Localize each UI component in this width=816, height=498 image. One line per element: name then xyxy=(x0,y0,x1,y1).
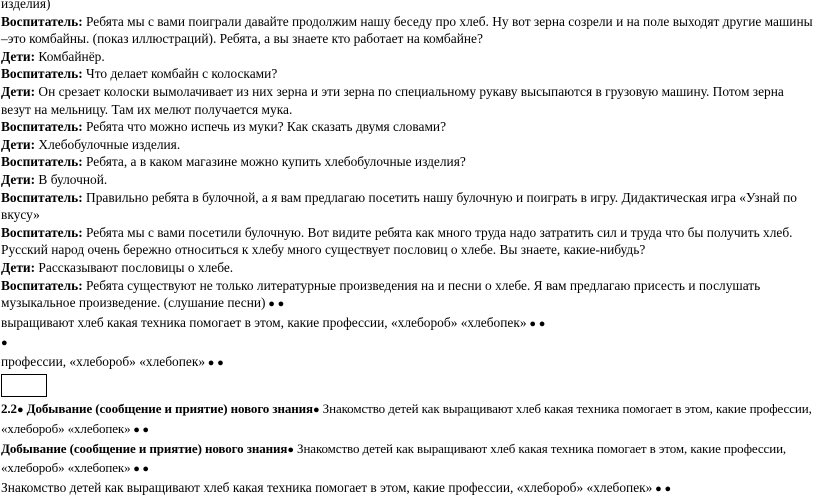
bullet-dots: ● ● xyxy=(130,463,149,476)
section-heading: Добывание (сообщение и приятие) нового знания xyxy=(23,401,313,417)
paragraph-teacher-6 xyxy=(0,224,816,259)
speech-text: Рассказывают пословицы о хлебе. xyxy=(35,259,234,275)
speech-text: Ребята существуют не только литературные произведения на и песни о хлебе. Я вам предлагаю присесть и послушать музыкальное произведение. (слушание песни) xyxy=(1,277,761,311)
bullet-dot: ● xyxy=(1,337,8,350)
speech-text: Хлебобулочные изделия. xyxy=(35,136,181,152)
speaker-label: Воспитатель: xyxy=(1,119,83,135)
speaker-label: Воспитатель: xyxy=(1,66,83,82)
bullet-dots: ● ● xyxy=(265,298,285,311)
paragraph-children-5 xyxy=(0,259,816,277)
speaker-label: Дети: xyxy=(1,48,36,64)
paragraph-section-repeat: Добывание (сообщение и приятие) нового знания● Знакомство детей как выращивают хлеб какая техника помогает в этом, какие профессии, «хлебороб» «хлебопек» ● ● xyxy=(1,440,787,476)
paragraph-teacher-5 xyxy=(0,189,816,224)
speech-text: Что делает комбайн с колосками? xyxy=(82,66,278,82)
paragraph-children-2 xyxy=(0,83,816,118)
bullet-dots: ● ● xyxy=(526,317,546,330)
paragraph-fragment-1: выращивают хлеб какая техника помогает в этом, какие профессии, «хлебороб» «хлебопек» ● ● xyxy=(1,314,546,330)
speech-text: Комбайнёр. xyxy=(35,48,105,64)
paragraph-final: Знакомство детей как выращивают хлеб какая техника помогает в этом, какие профессии, «хлебороб» «хлебопек» ● ● xyxy=(1,479,672,495)
paragraph-teacher-2 xyxy=(0,65,816,83)
section-heading: Добывание (сообщение и приятие) нового знания xyxy=(1,440,288,456)
speech-text: Ребята мы с вами посетили булочную. Вот видите ребята как много труда надо затратить сил и труда что бы получить хлеб. Русский народ очень бережно относиться к хлебу много существует пословиц о хлебе. Вы знаете, какие-нибудь? xyxy=(1,224,793,258)
speech-text: Он срезает колоски вымолачивает из них зерна и эти зерна по специальному рукаву высыпаются в грузовую машину. Потом зерна везут на мельницу. Там их мелют получается мука. xyxy=(1,83,784,117)
bullet-dots: ● ● xyxy=(205,356,224,369)
speaker-label: Дети: xyxy=(1,83,36,99)
speech-text: Ребята что можно испечь из муки? Как сказать двумя словами? xyxy=(82,119,447,135)
bullet-dots: ● ● xyxy=(130,424,149,437)
speech-text: В булочной. xyxy=(35,171,108,187)
speaker-label: Воспитатель: xyxy=(1,277,83,293)
paragraph-children-4 xyxy=(0,171,816,189)
bullet-dots: ● ● xyxy=(652,482,672,495)
speaker-label: Воспитатель: xyxy=(1,154,83,170)
section-number: 2.2 xyxy=(1,401,17,417)
paragraph-teacher-1 xyxy=(0,13,816,48)
speaker-label: Дети: xyxy=(1,171,36,187)
speech-text: Правильно ребята в булочной, а я вам предлагаю посетить нашу булочную и поиграть в игру. Дидактическая игра «Узнай по вкусу» xyxy=(1,189,798,223)
speaker-label: Воспитатель: xyxy=(1,189,83,205)
paragraph-fragment-2: профессии, «хлебороб» «хлебопек» ● ● xyxy=(1,353,224,369)
speaker-label: Воспитатель: xyxy=(1,224,83,240)
paragraph-bullet-line xyxy=(0,333,816,353)
paragraph-children-1 xyxy=(0,48,816,66)
paragraph-teacher-3 xyxy=(0,118,816,136)
paragraph-teacher-7 xyxy=(0,277,816,314)
speech-text: Ребята мы с вами поиграли давайте продолжим нашу беседу про хлеб. Ну вот зерна созрели и на поле выходят другие машины –это комбайны. (показ иллюстраций). Ребята, а вы знаете кто работает на комбайне? xyxy=(1,13,813,47)
bullet-dot: ● xyxy=(312,404,320,417)
empty-frame xyxy=(1,374,47,397)
paragraph-section-2-2: 2.2● Добывание (сообщение и приятие) нового знания● Знакомство детей как выращивают хлеб какая техника помогает в этом, какие профессии, «хлебороб» «хлебопек» ● ● xyxy=(1,401,812,437)
speaker-label: Дети: xyxy=(1,136,36,152)
bullet-dot: ● xyxy=(16,404,24,417)
bullet-dot: ● xyxy=(287,443,294,456)
speech-text: Ребята, а в каком магазине можно купить хлебобулочные изделия? xyxy=(82,154,466,170)
speaker-label: Дети: xyxy=(1,259,36,275)
paragraph-children-3 xyxy=(0,136,816,154)
paragraph-teacher-4 xyxy=(0,153,816,171)
paragraph-intro-fragment: изделия) xyxy=(1,0,51,11)
speaker-label: Воспитатель: xyxy=(1,13,83,29)
